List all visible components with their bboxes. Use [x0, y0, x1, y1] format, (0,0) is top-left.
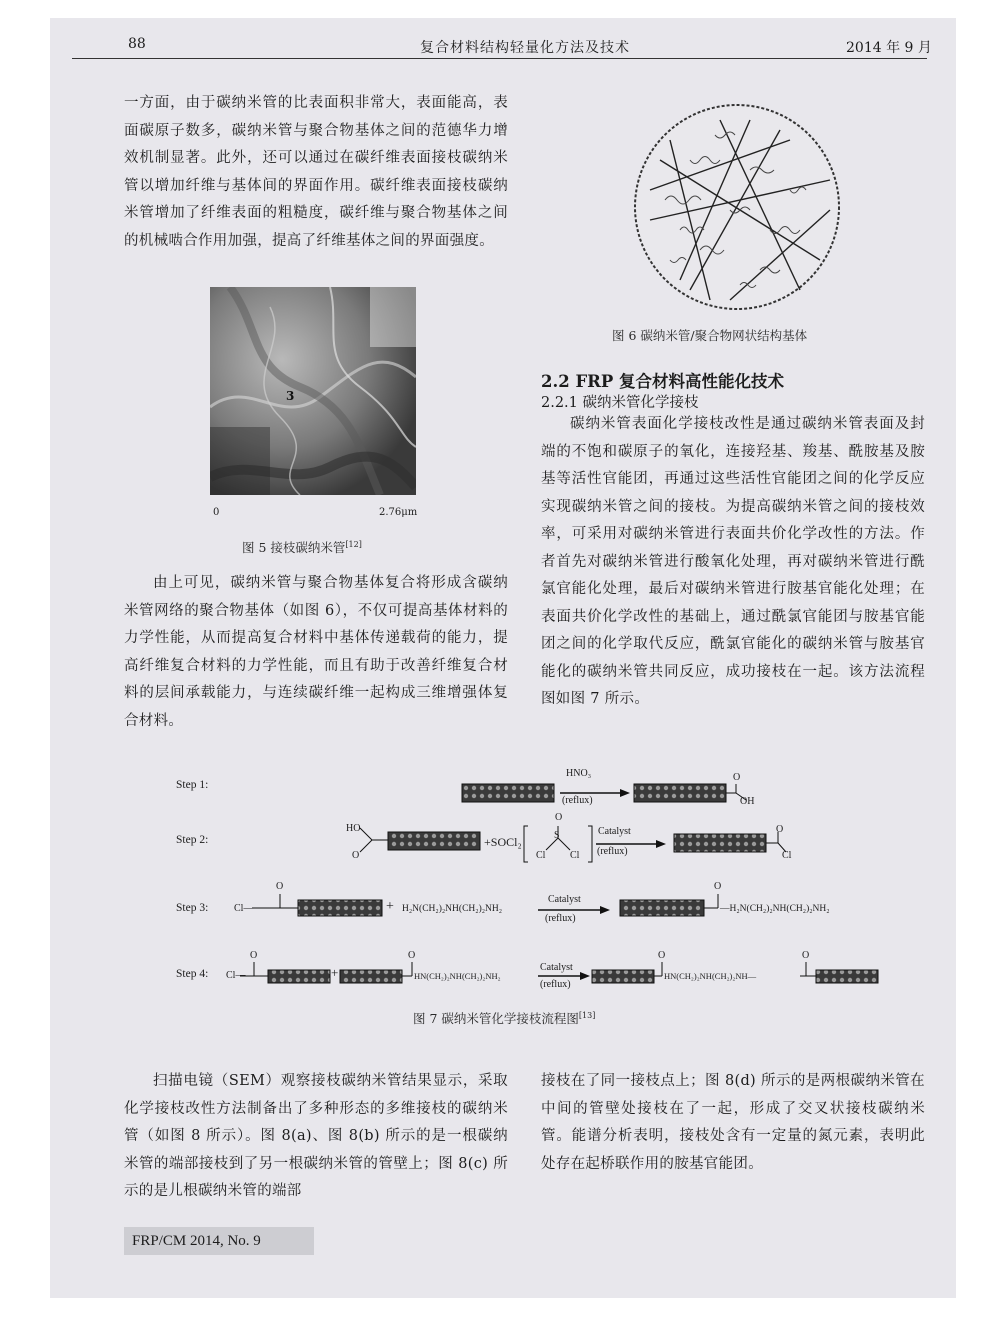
fig6-network-diagram: [630, 100, 844, 314]
step3-diamine: H₂N(CH₂)₂NH(CH₂)₂NH₂: [402, 904, 503, 914]
step1-hno3: HNO₃: [566, 768, 592, 779]
paragraph-text: 由上可见，碳纳米管与聚合物基体复合将形成含碳纳米管网络的聚合物基体（如图 6），不仅可提高基体材料的力学性能，从而提高复合材料中基体传递载荷的能力，提高纤维复合材料的力学性能，而且有助于改善纤维复合材料的层间承载能力，与连续碳纤维一起构成三维增强体复合材料。: [124, 575, 508, 729]
left-paragraph-2: [124, 570, 508, 735]
step3-plus: +: [386, 899, 394, 914]
fig7-graphics: [150, 760, 910, 1000]
step2-product-cl: Cl: [782, 850, 792, 861]
step4-chain-a: HN(CH₂)₂NH(CH₂)₂NH₂: [414, 971, 501, 981]
step2-cl-right: Cl: [570, 850, 580, 861]
right-paragraph: [541, 411, 925, 714]
fig5-caption: [242, 538, 362, 556]
bottom-left-paragraph: [124, 1068, 508, 1206]
step3-label: Step 3:: [176, 902, 209, 914]
step4-reflux: (reflux): [540, 979, 571, 990]
step2-so-o: O: [555, 812, 563, 823]
page-number: 88: [128, 36, 146, 52]
step4-o2: O: [408, 950, 416, 961]
subsection-title: 2.2.1 碳纳米管化学接枝: [541, 395, 699, 411]
fig5-marker: 3: [286, 389, 295, 403]
cnt-tube: [634, 784, 726, 802]
step4-label: Step 4:: [176, 968, 209, 980]
cnt-tube: [592, 970, 654, 983]
fig5-afm-image: [210, 287, 416, 495]
fig7-caption: [413, 1009, 595, 1027]
step3-reflux: (reflux): [545, 913, 576, 924]
step4-o3: O: [658, 950, 666, 961]
issue-date: 2014 年 9 月: [846, 40, 932, 56]
running-title: 复合材料结构轻量化方法及技术: [420, 40, 630, 56]
afm-texture: [210, 287, 416, 495]
section-title: 2.2 FRP 复合材料高性能化技术: [541, 372, 785, 391]
step3-catalyst: Catalyst: [548, 894, 581, 905]
fig5-caption-text: 图 5 接枝碳纳米管: [242, 540, 346, 555]
paragraph-text: 一方面，由于碳纳米管的比表面积非常大，表面能高，表面碳原子数多，碳纳米管与聚合物基体之间的范德华力增效机制显著。此外，还可以通过在碳纤维表面接枝碳纳米管以增加纤维与基体间的界面作用。碳纤维表面接枝碳纳米管增加了纤维表面的粗糙度，碳纤维与聚合物基体之间的机械啮合作用加强，提高了纤维基体之间的界面强度。: [124, 95, 508, 249]
step2-label: Step 2:: [176, 834, 209, 846]
step4-plus: +: [331, 965, 339, 980]
cnt-tube: [298, 900, 382, 916]
fig6-caption: 图 6 碳纳米管/聚合物网状结构基体: [612, 328, 808, 343]
cnt-tube: [816, 970, 878, 983]
header-rule: [72, 58, 927, 59]
step3-o: O: [276, 881, 284, 892]
step3-product-o: O: [714, 881, 722, 892]
step4-o4: O: [802, 950, 810, 961]
fig5-scale-end: 2.76μm: [379, 507, 418, 518]
left-paragraph-1: [124, 90, 508, 255]
step4-chain-b: HN(CH₂)₂NH(CH₂)₂NH—: [664, 971, 757, 981]
step4-catalyst: Catalyst: [540, 962, 573, 973]
step3-cl: Cl—: [234, 903, 254, 914]
step4-cl: Cl—: [226, 970, 246, 981]
fig7-caption-text: 图 7 碳纳米管化学接枝流程图: [413, 1011, 579, 1026]
cnt-tube: [268, 970, 330, 983]
step2-product-o: O: [776, 824, 784, 835]
step2-socl2: +SOCl₂: [484, 835, 522, 849]
step1-reflux: (reflux): [562, 795, 593, 806]
paragraph-text: 碳纳米管表面化学接枝改性是通过碳纳米管表面及封端的不饱和碳原子的氧化，连接羟基、羧基、酰胺基及胺基等活性官能团，再通过这些活性官能团之间的化学反应实现碳纳米管之间的接枝。为提高碳纳米管之间的接枝效率，可采用对碳纳米管进行表面共价化学改性的方法。作者首先对碳纳米管进行酸氧化处理，再对碳纳米管进行酰氯官能化处理，最后对碳纳米管进行胺基官能化处理；在表面共价化学改性的基础上，通过酰氯官能团与胺基官能团之间的化学取代反应，酰氯官能化的碳纳米管与胺基官能化的碳纳米管共同反应，成功接枝在一起。该方法流程图如图 7 所示。: [541, 416, 925, 707]
step1-carbonyl-o: O: [733, 772, 741, 783]
step2-reflux: (reflux): [597, 846, 628, 857]
step2-s: S: [554, 830, 560, 841]
step2-ho: HO: [346, 823, 361, 834]
cnt-tube: [462, 784, 554, 802]
step2-cl-left: Cl: [536, 850, 546, 861]
cnt-tube: [388, 832, 480, 850]
bottom-right-paragraph: [541, 1068, 925, 1178]
step2-o: O: [352, 850, 360, 861]
step1-oh: OH: [740, 796, 755, 807]
step4-o1: O: [250, 950, 258, 961]
fig5-ref: [12]: [345, 539, 362, 549]
cnt-tube: [674, 834, 766, 852]
cnt-tube: [620, 900, 704, 916]
step1-label: Step 1:: [176, 779, 209, 791]
cnt-tube: [340, 970, 402, 983]
step2-catalyst: Catalyst: [598, 826, 631, 837]
fig7-ref: [13]: [578, 1010, 596, 1020]
fig5-scale-start: 0: [213, 507, 220, 518]
footer-journal: FRP/CM 2014, No. 9: [124, 1227, 314, 1255]
paragraph-text: 扫描电镜（SEM）观察接枝碳纳米管结果显示，采取化学接枝改性方法制备出了多种形态的多维接枝的碳纳米管（如图 8 所示）。图 8(a)、图 8(b) 所示的是一根碳纳米管的端部接枝到了另一根碳纳米管的管壁上；图 8(c) 所示的是儿根碳纳米管的端部: [124, 1073, 508, 1199]
paragraph-text: 接枝在了同一接枝点上；图 8(d) 所示的是两根碳纳米管在中间的管壁处接枝在了一起，形成了交叉状接枝碳纳米管。能谱分析表明，接枝处含有一定量的氮元素，表明此处存在起桥联作用的胺基官能团。: [541, 1073, 925, 1172]
step3-product-chain: —H₂N(CH₂)₂NH(CH₂)₂NH₂: [720, 904, 830, 914]
